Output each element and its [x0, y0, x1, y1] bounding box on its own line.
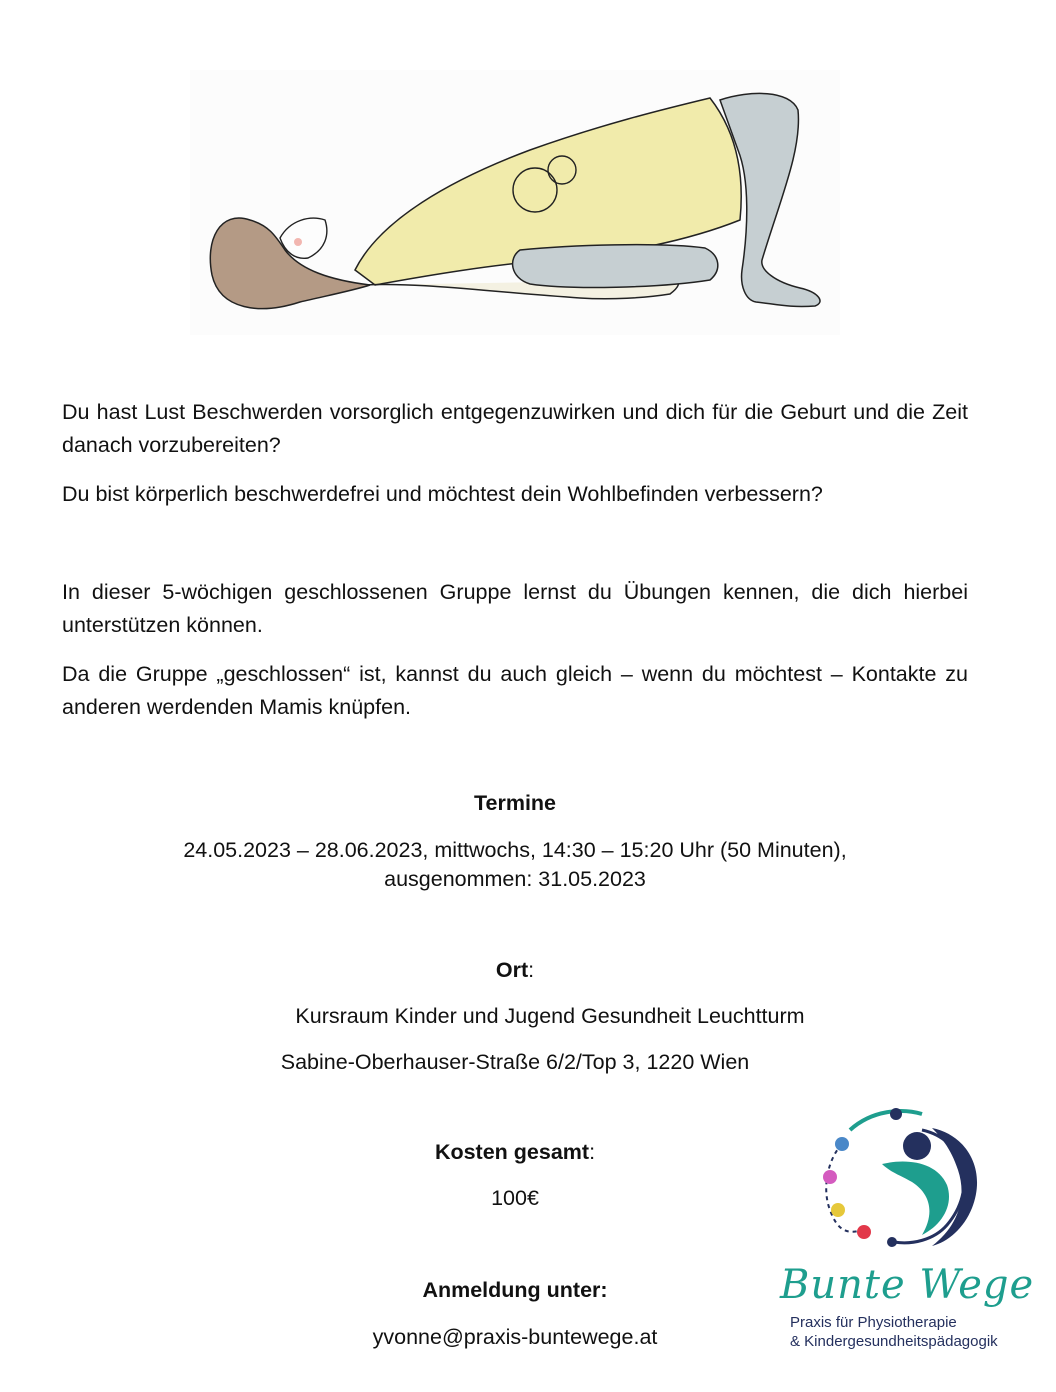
- kosten-value: 100€: [491, 1186, 539, 1210]
- termine-exception: ausgenommen: 31.05.2023: [384, 867, 646, 891]
- kosten-heading: Kosten gesamt:: [434, 1140, 596, 1164]
- intro-paragraph-4: Da die Gruppe „geschlossen“ ist, kannst du auch gleich – wenn du möchtest – Kontakte zu anderen werdenden Mamis knüpfen.: [62, 662, 968, 719]
- termine-dates: 24.05.2023 – 28.06.2023, mittwochs, 14:30 – 15:20 Uhr (50 Minuten),: [183, 838, 847, 862]
- ort-address: Sabine-Oberhauser-Straße 6/2/Top 3, 1220 Wien: [280, 1050, 750, 1074]
- ort-heading: Ort:: [495, 958, 535, 982]
- logo-brand-name: Bunte Wege: [780, 1262, 1035, 1308]
- logo-subtitle-2: & Kindergesundheitspädagogik: [790, 1333, 998, 1350]
- pregnant-woman-bridge-pose-illustration: [190, 70, 840, 335]
- termine-heading: Termine: [473, 791, 557, 815]
- intro-paragraph-1: Du hast Lust Beschwerden vorsorglich entgegenzuwirken und dich für die Geburt und die Zeit danach vorzubereiten?: [62, 400, 968, 457]
- intro-paragraph-2: Du bist körperlich beschwerdefrei und möchtest dein Wohlbefinden verbessern?: [62, 482, 823, 506]
- anmeldung-heading: Anmeldung unter:: [422, 1278, 608, 1302]
- ort-room: Kursraum Kinder und Jugend Gesundheit Leuchtturm: [295, 1004, 805, 1028]
- intro-paragraph-3: In dieser 5-wöchigen geschlossenen Gruppe lernst du Übungen kennen, die dich hierbei unterstützen können.: [62, 580, 968, 637]
- anmeldung-email[interactable]: yvonne@praxis-buntewege.at: [372, 1325, 658, 1349]
- logo-subtitle-1: Praxis für Physiotherapie: [790, 1314, 957, 1331]
